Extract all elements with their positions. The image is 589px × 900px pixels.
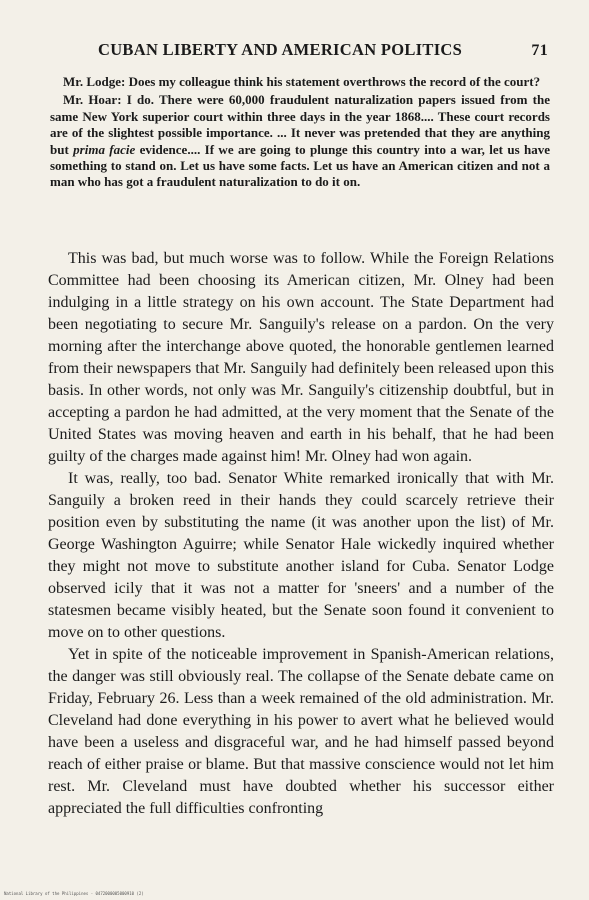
quote-text-part: evidence.... If we are going to plunge this country into a war, let us have something to stand on. Let us have some facts. Let us have an American citizen and not a man who has got a fraudulent naturalization to do it on.: [50, 141, 550, 190]
body-paragraph-2: It was, really, too bad. Senator White remarked ironically that with Mr. Sanguily a broken reed in their hands they could scarcely retrieve their position even by substituting the name (it was another upon the list) of Mr. George Washington Aguirre; while Senator Hale wickedly inquired whether they might not move to substitute another island for Cuba. Senator Lodge observed icily that it was not a matter for 'sneers' and a number of the statesmen became visibly heated, but the Senate soon found it convenient to move on to other questions.: [48, 470, 554, 641]
running-title: CUBAN LIBERTY AND AMERICAN POLITICS: [98, 40, 463, 59]
page-header: [98, 40, 548, 60]
quote-italic-term: prima facie: [73, 141, 136, 157]
body-paragraph-3: Yet in spite of the noticeable improvement in Spanish-American relations, the danger was still obviously real. The collapse of the Senate debate came on Friday, February 26. Less than a week remained of the old administration. Mr. Cleveland had done everything in his power to avert what he believed would have been a useless and disgraceful war, and he had himself passed beyond reach of either praise or blame. But that massive conscience would not let him rest. Mr. Cleveland must have doubted whether his successor either appreciated the full difficulties confronting: [48, 646, 554, 817]
quote-text-part: Mr. Hoar: I do. There were 60,000 fraudulent naturalization papers issued from the same New York superior court within three days in the year 1868.... These court records are of the slightest possible importance. ... It never was pretended that they are anything but: [50, 92, 550, 157]
library-watermark: National Library of the Philippines · 0472000005000910 (2): [4, 891, 144, 896]
block-quote: [50, 74, 550, 191]
body-text: [48, 248, 554, 820]
quote-paragraph-lodge: Mr. Lodge: Does my colleague think his statement overthrows the record of the court?: [63, 74, 541, 89]
body-paragraph-1: This was bad, but much worse was to follow. While the Foreign Relations Committee had been choosing its American citizen, Mr. Olney had been indulging in a little strategy on his own account. The State Department had been negotiating to secure Mr. Sanguily's release on a pardon. On the very morning after the interchange above quoted, the honorable gentlemen learned from their newspapers that Mr. Sanguily had definitely been released upon this basis. In other words, not only was Mr. Sanguily's citizenship doubtful, but in accepting a pardon he had admitted, at the very moment that the Senate of the United States was moving heaven and earth in his behalf, that he had been guilty of the charges made against him! Mr. Olney had won again.: [48, 250, 554, 465]
page-number: 71: [531, 42, 548, 59]
quote-paragraph-hoar: [50, 92, 550, 190]
